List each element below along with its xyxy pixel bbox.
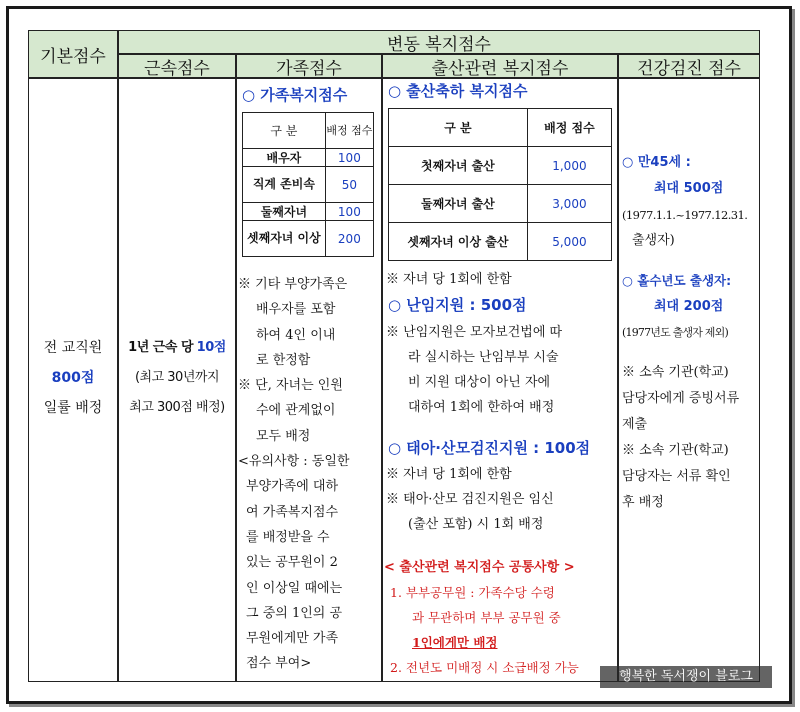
birth-celebration-title: ○ 출산축하 복지점수 — [388, 82, 528, 100]
family-row-label: 셋째자녀 이상 — [243, 221, 326, 257]
family-note-line: 점수 부여> — [246, 656, 312, 672]
prenatal-note-line: ※ 자녀 당 1회에 한함 — [386, 467, 512, 482]
service-column-text — [118, 333, 236, 423]
family-note-line: 그 중의 1인의 공 — [246, 605, 343, 621]
infertility-note-line: 라 실시하는 난임부부 시술 — [408, 350, 559, 365]
birth-row-label: 둘째자녀 출산 — [389, 185, 528, 223]
service-10-points: 10점 — [196, 340, 226, 355]
birth-table-header-score: 배정 점수 — [527, 109, 611, 147]
health-note-line: ※ 소속 기관(학교) — [622, 443, 729, 458]
health-age45-note: 출생자) — [632, 233, 675, 248]
common-note-line: 1인에게만 배정 — [412, 635, 498, 650]
family-row-label: 직계 존비속 — [243, 167, 326, 203]
header-basic-score: 기본점수 — [28, 30, 118, 78]
infertility-note-line: ※ 난임지원은 모자보건법에 따 — [386, 325, 563, 340]
family-note-line: 부양가족에 대하 — [246, 479, 339, 495]
birth-row-label: 첫째자녀 출산 — [389, 147, 528, 185]
health-note-line: 담당자는 서류 확인 — [622, 469, 731, 484]
health-note-line: 후 배정 — [622, 495, 664, 510]
family-note-line: 모두 배정 — [256, 428, 311, 444]
family-welfare-title: ○ 가족복지점수 — [242, 86, 348, 104]
family-note-line: 인 이상일 때에는 — [246, 580, 343, 596]
basic-uniform-assignment: 일률 배정 — [43, 400, 103, 416]
birth-per-child-note: ※ 자녀 당 1회에 한함 — [386, 272, 512, 287]
health-age45-max: 최대 500점 — [654, 181, 724, 196]
family-note-line: 하여 4인 이내 — [256, 327, 336, 343]
family-note-line: ※ 기타 부양가족은 — [238, 277, 348, 292]
family-row-score: 50 — [325, 167, 373, 203]
basic-800-points: 800점 — [51, 370, 95, 386]
family-row-label: 배우자 — [243, 149, 326, 167]
family-row-label: 둘째자녀 — [243, 203, 326, 221]
birth-common-title: < 출산관련 복지점수 공통사항 > — [384, 560, 575, 575]
prenatal-note-line: (출산 포함) 시 1회 배정 — [408, 517, 544, 532]
family-note-line: 여 가족복지점수 — [246, 504, 339, 520]
family-note-line: ※ 단, 자녀는 인원 — [238, 378, 343, 394]
family-row-score: 100 — [325, 149, 373, 167]
family-note-line: 무원에게만 가족 — [246, 631, 339, 647]
common-note-line: 2. 전년도 미배정 시 소급배정 가능 — [390, 660, 579, 675]
common-note-line: 1. 부부공무원 : 가족수당 수령 — [390, 585, 555, 600]
service-per-year: 1년 근속 당 — [128, 340, 194, 355]
basic-all-staff: 전 교직원 — [43, 340, 103, 356]
health-odd-year-max: 최대 200점 — [654, 299, 724, 314]
birth-table-header-category: 구 분 — [389, 109, 528, 147]
family-note-line: 배우자를 포함 — [256, 302, 336, 318]
infertility-title: ○ 난임지원 : 500점 — [388, 296, 527, 314]
family-note-line: <유의사항 : 동일한 — [238, 454, 350, 470]
infertility-note-line: 대하여 1회에 한하여 배정 — [408, 400, 555, 415]
family-note-line: 있는 공무원이 2 — [246, 555, 338, 571]
birth-row-score: 5,000 — [527, 223, 611, 261]
header-birth-score: 출산관련 복지점수 — [382, 54, 618, 78]
birth-row-score: 1,000 — [527, 147, 611, 185]
family-row-score: 100 — [325, 203, 373, 221]
birth-row-score: 3,000 — [527, 185, 611, 223]
header-variable-score: 변동 복지점수 — [118, 30, 760, 54]
infertility-notes — [386, 320, 616, 420]
health-age45-title: ○ 만45세 : — [622, 155, 691, 170]
family-notes — [238, 272, 380, 677]
health-note-line: 제출 — [622, 417, 648, 432]
family-note-line: 로 한정함 — [256, 352, 311, 368]
common-note-line: 과 무관하며 부부 공무원 중 — [412, 610, 561, 625]
family-score-table — [242, 112, 374, 257]
service-max-years: (최고 30년까지 — [134, 370, 220, 385]
family-row-score: 200 — [325, 221, 373, 257]
birth-common-notes — [390, 580, 616, 680]
service-max-points: 최고 300점 배정) — [129, 400, 225, 415]
health-odd-year-title: ○ 홀수년도 출생자: — [622, 273, 732, 288]
family-note-line: 수에 관계없이 — [256, 403, 336, 419]
header-health-score: 건강검진 점수 — [618, 54, 760, 78]
family-table-header-score: 배정 점수 — [325, 113, 373, 149]
basic-column-text — [28, 333, 118, 423]
header-service-score: 근속점수 — [118, 54, 236, 78]
health-odd-year-note: (1977년도 출생자 제외) — [622, 326, 728, 339]
prenatal-notes — [386, 462, 616, 537]
prenatal-note-line: ※ 태아·산모 검진지원은 임신 — [386, 492, 554, 507]
health-age45-note: (1977.1.1.~1977.12.31. — [622, 208, 748, 222]
birth-row-label: 셋째자녀 이상 출산 — [389, 223, 528, 261]
header-family-score: 가족점수 — [236, 54, 382, 78]
birth-score-table — [388, 108, 612, 261]
family-note-line: 를 배정받을 수 — [246, 529, 330, 545]
family-table-header-category: 구 분 — [243, 113, 326, 149]
blog-watermark: 행복한 독서쟁이 블로그 — [600, 666, 772, 688]
infertility-note-line: 비 지원 대상이 아닌 자에 — [408, 375, 551, 390]
health-column-text — [622, 150, 758, 516]
health-note-line: ※ 소속 기관(학교) — [622, 365, 729, 380]
health-note-line: 담당자에게 증빙서류 — [622, 391, 740, 406]
prenatal-checkup-title: ○ 태아·산모검진지원 : 100점 — [388, 439, 591, 457]
